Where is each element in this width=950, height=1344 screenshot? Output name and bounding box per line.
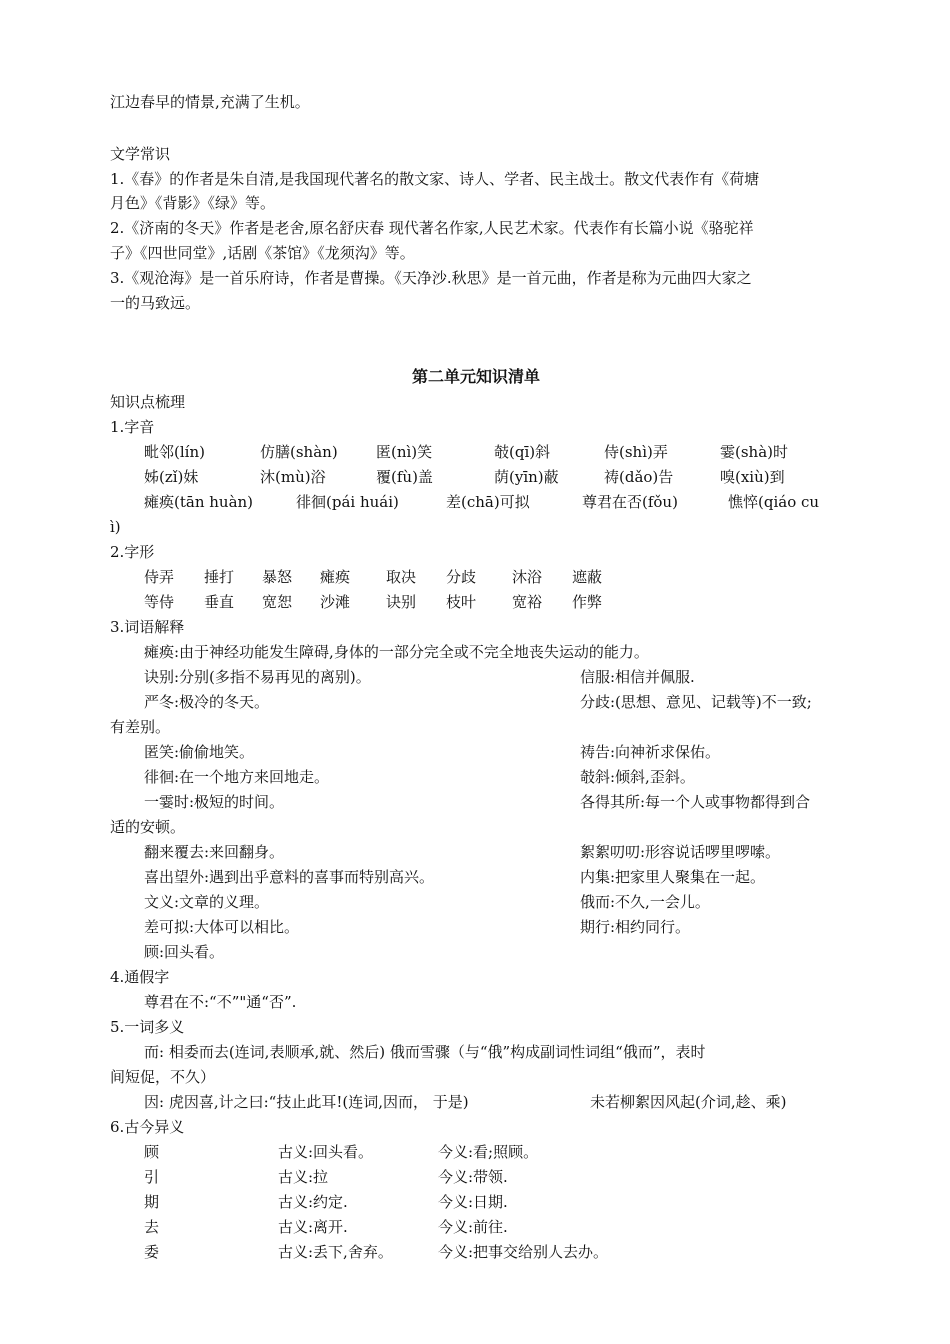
word-explanation-wrap: 适的安顿。	[110, 818, 186, 836]
polysemy-heading: 5.一词多义	[110, 1018, 185, 1036]
ancient-modern-row	[144, 1192, 834, 1212]
word-explanation: 絮絮叨叨:形容说话啰里啰嗦。	[580, 843, 781, 861]
ancient-modern-word: 顾	[144, 1143, 160, 1161]
word-explanation: 各得其所:每一个人或事物都得到合	[580, 793, 811, 811]
tongjia-heading: 4.通假字	[110, 968, 170, 986]
literature-p1: 1.《春》的作者是朱自清,是我国现代著名的散文家、诗人、学者、民主战士。散文代表作有《荷塘	[110, 170, 760, 188]
character-form-row	[144, 567, 844, 587]
word-explanation: 分歧:(思想、意见、记载等)不一致;	[580, 693, 812, 711]
polysemy-line: 而: 相委而去(连词,表顺承,就、然后) 俄而雪骤（与“俄”构成副词性词组“俄而”，表时	[144, 1043, 706, 1061]
character-form-item: 侍弄	[144, 568, 175, 586]
character-form-heading: 2.字形	[110, 543, 155, 561]
ancient-meaning: 古义:离开.	[278, 1218, 348, 1236]
pronunciation-item: 覆(fù)盖	[376, 468, 433, 486]
literature-p2-cont: 子》《四世同堂》,话剧《茶馆》《龙须沟》等。	[110, 244, 415, 262]
ancient-modern-word: 委	[144, 1243, 160, 1261]
pronunciation-row	[144, 492, 844, 512]
word-explanation: 期行:相约同行。	[580, 918, 691, 936]
word-explanation: 攲斜:倾斜,歪斜。	[580, 768, 695, 786]
character-form-item: 垂直	[204, 593, 235, 611]
pronunciation-heading: 1.字音	[110, 418, 155, 436]
ancient-modern-row	[144, 1142, 834, 1162]
pronunciation-item: 姊(zǐ)妹	[144, 468, 199, 486]
pronunciation-item: 毗邻(lín)	[144, 443, 205, 461]
literature-heading: 文学常识	[110, 145, 171, 163]
pronunciation-row	[144, 467, 844, 487]
ancient-modern-row	[144, 1167, 834, 1187]
pronunciation-item: 瘫痪(tān huàn)	[144, 493, 254, 511]
character-form-item: 枝叶	[446, 593, 477, 611]
literature-p1-cont: 月色》《背影》《绿》等。	[110, 194, 276, 212]
ancient-modern-word: 期	[144, 1193, 160, 1211]
modern-meaning: 今义:看;照顾。	[438, 1143, 539, 1161]
word-explanation: 信服:相信并佩服.	[580, 668, 695, 686]
pronunciation-item: 差(chā)可拟	[446, 493, 530, 511]
character-form-item: 宽裕	[512, 593, 543, 611]
pronunciation-row	[144, 442, 844, 462]
polysemy-line: 因: 虎因喜,计之曰:“技止此耳!(连词,因而， 于是)	[144, 1093, 469, 1111]
ancient-modern-word: 引	[144, 1168, 160, 1186]
word-explanation: 俄而:不久,一会儿。	[580, 893, 710, 911]
ancient-meaning: 古义:拉	[278, 1168, 329, 1186]
intro-line: 江边春早的情景,充满了生机。	[110, 93, 310, 111]
character-form-item: 分歧	[446, 568, 477, 586]
ancient-modern-heading: 6.古今异义	[110, 1118, 185, 1136]
character-form-item: 等侍	[144, 593, 175, 611]
ancient-meaning: 古义:丢下,舍弃。	[278, 1243, 393, 1261]
tongjia-line: 尊君在不:“不”"通“否”.	[144, 993, 297, 1011]
character-form-item: 暴怒	[262, 568, 293, 586]
literature-p3-cont: 一的马致远。	[110, 294, 201, 312]
pronunciation-item: 仿膳(shàn)	[260, 443, 338, 461]
pronunciation-item: 憔悴(qiáo cu	[728, 493, 820, 511]
ancient-meaning: 古义:约定.	[278, 1193, 348, 1211]
word-explanation: 喜出望外:遇到出乎意料的喜事而特别高兴。	[144, 868, 435, 886]
word-explanation: 祷告:向神祈求保佑。	[580, 743, 721, 761]
word-explanation: 一霎时:极短的时间。	[144, 793, 285, 811]
character-form-item: 捶打	[204, 568, 235, 586]
pronunciation-item: 徘徊(pái huái)	[296, 493, 399, 511]
pronunciation-item: 匿(nì)笑	[376, 443, 433, 461]
pronunciation-item: 尊君在否(fǒu)	[582, 493, 678, 511]
word-explanation: 内集:把家里人聚集在一起。	[580, 868, 766, 886]
character-form-item: 宽恕	[262, 593, 293, 611]
character-form-item: 作弊	[572, 593, 603, 611]
word-explanation: 匿笑:偷偷地笑。	[144, 743, 255, 761]
modern-meaning: 今义:日期.	[438, 1193, 508, 1211]
word-explanation: 瘫痪:由于神经功能发生障碍,身体的一部分完全或不完全地丧失运动的能力。	[144, 643, 649, 661]
pronunciation-item: 嗅(xiù)到	[720, 468, 785, 486]
modern-meaning: 今义:带领.	[438, 1168, 508, 1186]
pronunciation-item: 沐(mù)浴	[260, 468, 326, 486]
polysemy-line: 未若柳絮因风起(介词,趁、乘)	[590, 1093, 787, 1111]
literature-p3: 3.《观沧海》是一首乐府诗，作者是曹操。《天净沙.秋思》是一首元曲，作者是称为元曲四大家之	[110, 269, 752, 287]
word-explanation: 差可拟:大体可以相比。	[144, 918, 300, 936]
word-explanation-wrap: 有差别。	[110, 718, 171, 736]
ancient-modern-row	[144, 1217, 834, 1237]
modern-meaning: 今义:前往.	[438, 1218, 508, 1236]
pronunciation-item: 侍(shì)弄	[604, 443, 668, 461]
character-form-item: 瘫痪	[320, 568, 351, 586]
word-explanation: 徘徊:在一个地方来回地走。	[144, 768, 330, 786]
word-explanation: 顾:回头看。	[144, 943, 225, 961]
character-form-item: 遮蔽	[572, 568, 603, 586]
ancient-meaning: 古义:回头看。	[278, 1143, 374, 1161]
unit-title: 第二单元知识清单	[411, 367, 540, 386]
pronunciation-item: 霎(shà)时	[720, 443, 789, 461]
ancient-modern-row	[144, 1242, 834, 1262]
character-form-item: 取决	[386, 568, 417, 586]
pronunciation-item: 攲(qī)斜	[494, 443, 551, 461]
pronunciation-item: 荫(yīn)蔽	[494, 468, 559, 486]
word-explanation: 翻来覆去:来回翻身。	[144, 843, 285, 861]
word-explanation: 严冬:极冷的冬天。	[144, 693, 270, 711]
sort-heading: 知识点梳理	[110, 393, 186, 411]
modern-meaning: 今义:把事交给别人去办。	[438, 1243, 609, 1261]
ancient-modern-word: 去	[144, 1218, 160, 1236]
literature-p2: 2.《济南的冬天》作者是老舍,原名舒庆春 现代著名作家,人民艺术家。代表作有长篇小说《骆驼祥	[110, 219, 754, 237]
polysemy-wrap: 间短促，不久）	[110, 1068, 216, 1086]
character-form-item: 沙滩	[320, 593, 351, 611]
character-form-row	[144, 592, 844, 612]
pronunciation-item: 祷(dǎo)告	[604, 468, 674, 486]
pronunciation-wrap: ì)	[110, 518, 121, 536]
character-form-item: 诀别	[386, 593, 417, 611]
word-explanation: 文义:文章的义理。	[144, 893, 270, 911]
character-form-item: 沐浴	[512, 568, 543, 586]
word-explanation-heading: 3.词语解释	[110, 618, 185, 636]
word-explanation: 诀别:分别(多指不易再见的离别)。	[144, 668, 371, 686]
